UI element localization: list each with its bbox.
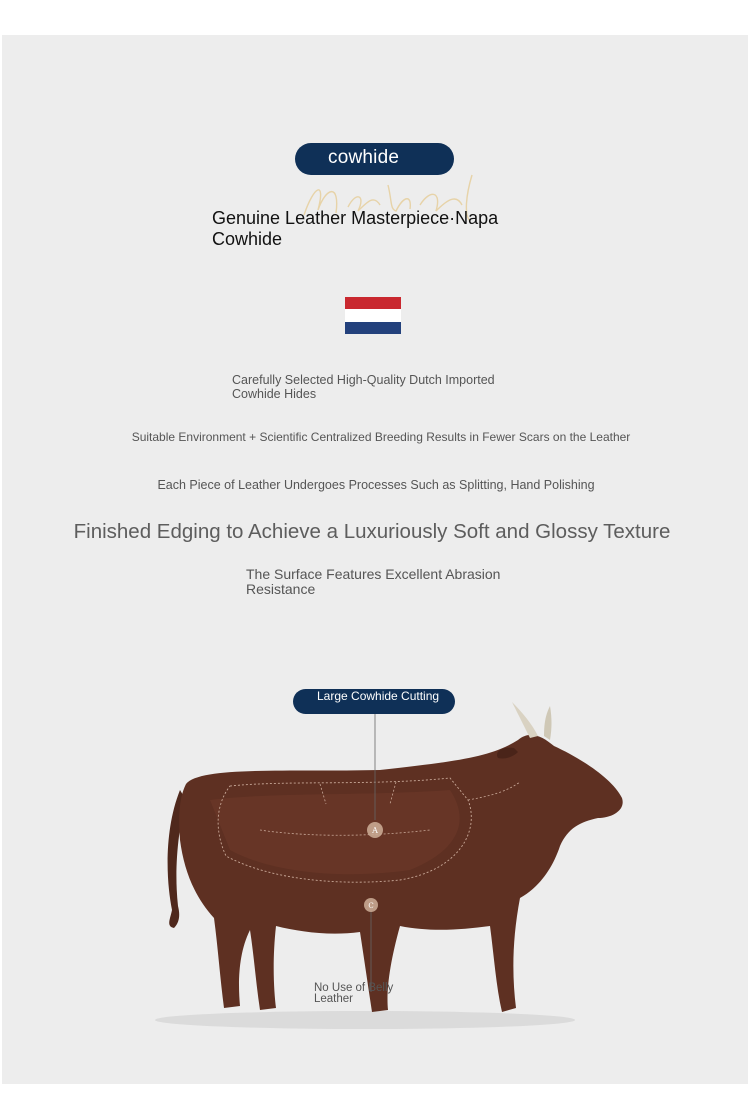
belly-leather-note: No Use of Belly Leather <box>314 982 394 1005</box>
page-title: Genuine Leather Masterpiece·Napa Cowhide <box>212 208 499 249</box>
netherlands-flag-icon <box>345 297 401 334</box>
feature-text-breeding: Suitable Environment + Scientific Centralized Breeding Results in Fewer Scars on the Leather <box>131 430 631 444</box>
feature-text-abrasion: The Surface Features Excellent Abrasion Resistance <box>246 566 501 597</box>
marker-c: C <box>368 902 374 910</box>
feature-heading-texture: Finished Edging to Achieve a Luxuriously Soft and Glossy Texture <box>73 520 671 543</box>
marker-a: A <box>372 826 378 835</box>
cowhide-badge: cowhide <box>295 143 454 175</box>
large-cowhide-cutting-badge: Large Cowhide Cutting <box>293 689 455 714</box>
feature-text-dutch-hides: Carefully Selected High-Quality Dutch Imported Cowhide Hides <box>232 373 495 401</box>
feature-text-processes: Each Piece of Leather Undergoes Processes Such as Splitting, Hand Polishing <box>157 478 595 492</box>
